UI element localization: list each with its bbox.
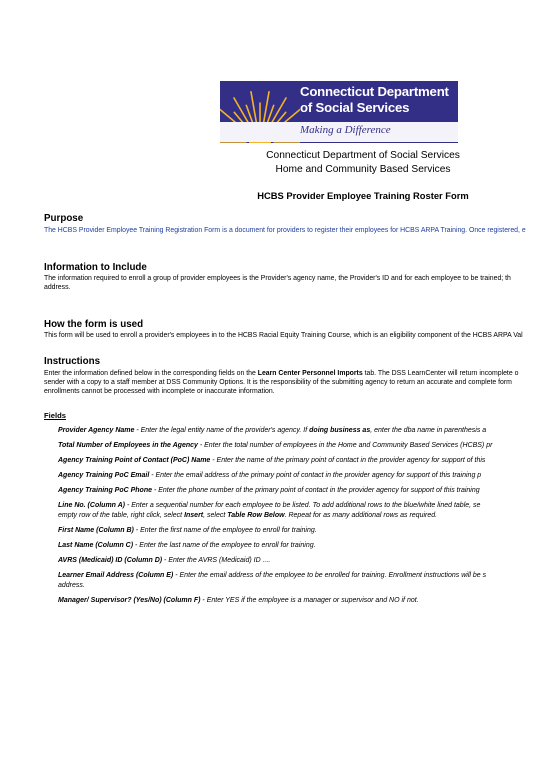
instructions-line-1-c: tab. The DSS LearnCenter will return incomplete o (362, 370, 519, 377)
field-desc-line-2-sep: , select (203, 511, 228, 519)
field-poc-email (58, 471, 481, 481)
program-title: Home and Community Based Services (275, 164, 451, 175)
instructions-line-3: enrollments cannot be processed with incomplete or inaccurate information. (44, 388, 275, 395)
purpose-heading: Purpose (44, 213, 84, 224)
information-text-line-1: The information required to enroll a group of provider employees is the Provider's agency name, the Provider's ID and for each employee to be trained; th (44, 275, 511, 282)
field-label: Manager/ Supervisor? (Yes/No) (Column F) (58, 597, 201, 604)
instructions-line-2: sender with a copy to a staff member at DSS Community Options. It is the responsibility of the submitting agency to return an accurate and complete form (44, 379, 512, 386)
logo-tagline: Making a Difference (300, 124, 391, 136)
field-desc: - Enter the name of the primary point of contact in the provider agency for support of this (210, 457, 486, 464)
field-desc: - Enter the email address of the primary point of contact in the provider agency for support of this training p (149, 472, 482, 479)
field-total-employees (58, 441, 492, 451)
field-desc: - Enter the AVRS (Medicaid) ID .... (162, 557, 271, 564)
field-desc: - Enter the total number of employees in the Home and Community Based Services (HCBS) pr (197, 442, 493, 449)
field-learner-email (58, 571, 486, 590)
field-manager-supervisor (58, 596, 419, 606)
field-desc-line-2: address. (58, 581, 85, 589)
instructions-heading: Instructions (44, 356, 101, 367)
field-first-name (58, 526, 317, 536)
field-desc: - Enter the legal entity name of the provider's agency. If (134, 427, 310, 434)
field-label: Agency Training PoC Email (58, 472, 150, 479)
field-desc: - Enter YES if the employee is a manager or supervisor and NO if not. (200, 597, 419, 604)
field-desc: - Enter the last name of the employee to enroll for training. (133, 542, 316, 549)
usage-heading: How the form is used (44, 319, 144, 330)
field-label: Agency Training Point of Contact (PoC) Name (58, 457, 211, 464)
logo-line-2: of Social Services (300, 100, 410, 115)
logo-line-1: Connecticut Department (300, 84, 449, 99)
field-label: First Name (Column B) (58, 527, 134, 534)
fields-heading: Fields (44, 411, 66, 420)
field-poc-phone (58, 486, 480, 496)
field-desc: - Enter the email address of the employee to be enrolled for training. Enrollment instructions will be s (173, 572, 487, 579)
field-desc: - Enter a sequential number for each employee to be listed. To add additional rows to the blue/white lined table, se (125, 502, 481, 509)
information-heading: Information to Include (44, 262, 147, 273)
field-label: Last Name (Column C) (58, 542, 134, 549)
insert-menu-name: Insert (184, 511, 204, 519)
field-desc: - Enter the first name of the employee to enroll for training. (133, 527, 317, 534)
field-label: Line No. (Column A) (58, 502, 126, 509)
field-desc-line-2: empty row of the table, right click, select (58, 511, 185, 519)
field-label: Total Number of Employees in the Agency (58, 442, 198, 449)
field-desc: - Enter the phone number of the primary point of contact in the provider agency for support of this training (152, 487, 480, 494)
field-avrs-id (58, 556, 270, 566)
field-last-name (58, 541, 316, 551)
instructions-line-1 (44, 369, 550, 378)
dss-logo (220, 81, 458, 143)
field-poc-name (58, 456, 485, 466)
information-text-line-2: address. (44, 284, 71, 291)
field-desc-bold: doing business as (309, 427, 371, 434)
field-provider-agency-name (58, 426, 486, 436)
form-title: HCBS Provider Employee Training Roster Form (257, 190, 469, 201)
usage-text: This form will be used to enroll a provider's employees in to the HCBS Racial Equity Training Course, which is an eligibility component of the HCBS ARPA Val (44, 332, 523, 339)
field-label: Learner Email Address (Column E) (58, 572, 174, 579)
purpose-text: The HCBS Provider Employee Training Registration Form is a document for providers to register their employees for HCBS ARPA Training. Once registered, e (44, 227, 526, 234)
instructions-line-1-a: Enter the information defined below in the corresponding fields on the (44, 370, 258, 377)
personnel-imports-tab-name: Learn Center Personnel Imports (257, 370, 363, 377)
field-label: AVRS (Medicaid) ID (Column D) (58, 557, 163, 564)
table-row-below-menu-name: Table Row Below (227, 511, 285, 519)
agency-title: Connecticut Department of Social Services (266, 150, 460, 161)
field-label: Provider Agency Name (58, 427, 135, 434)
field-desc-line-2-end: . Repeat for as many additional rows as required. (284, 511, 438, 519)
field-desc-cont: , enter the dba name in parenthesis a (370, 427, 487, 434)
field-label: Agency Training PoC Phone (58, 487, 152, 494)
field-line-no (58, 501, 480, 520)
